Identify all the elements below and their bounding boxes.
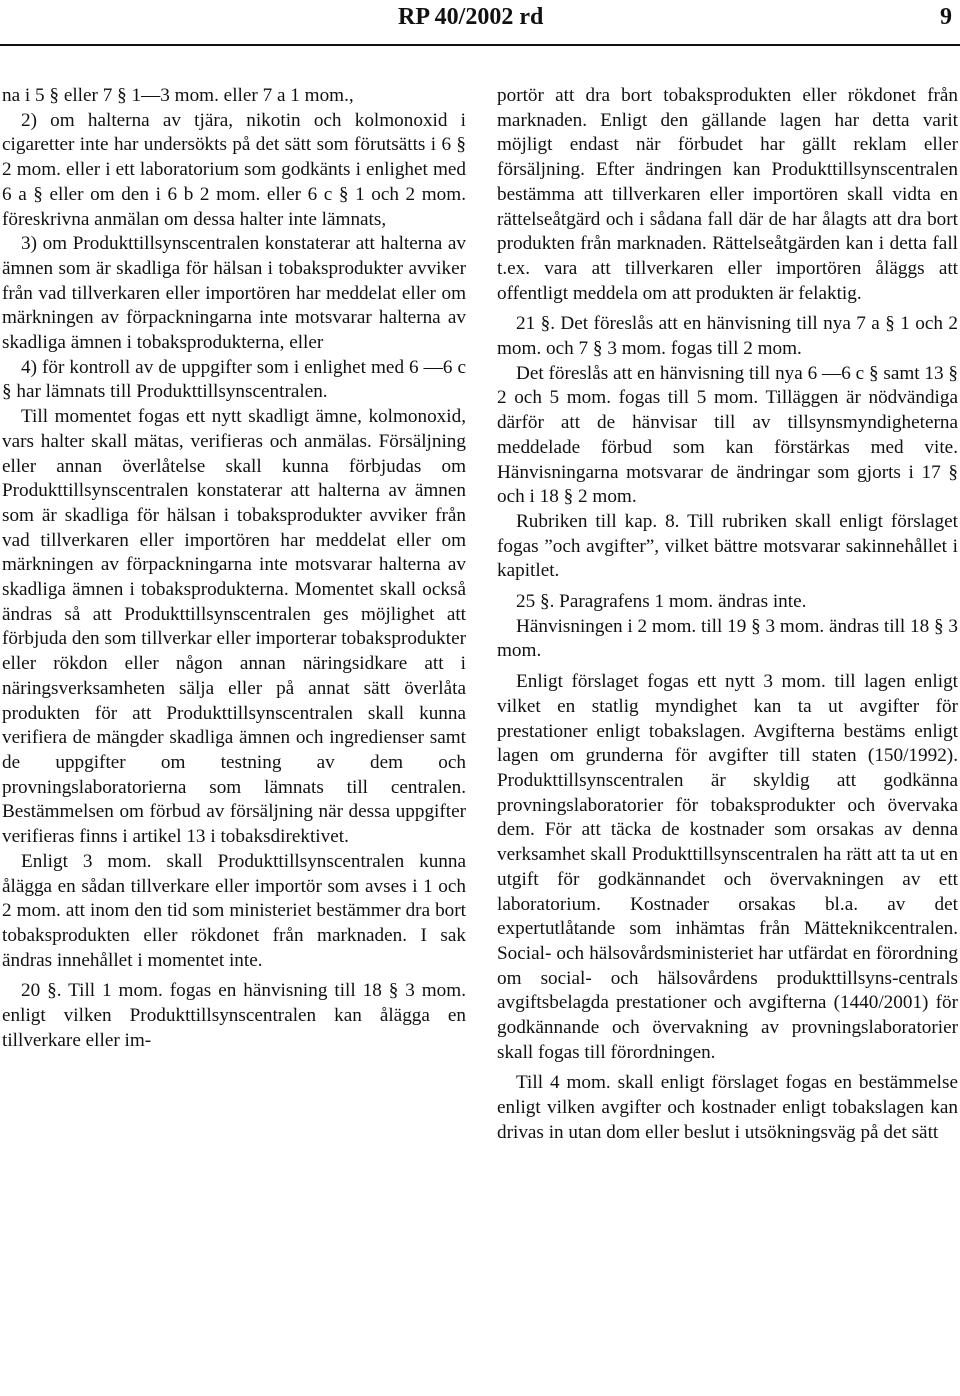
paragraph: 25 §. Paragrafens 1 mom. ändras inte. — [516, 591, 807, 613]
paragraph: Till momentet fogas ett nytt skadligt ämne, kolmonoxid, vars halter skall mätas, verifieras och anmälas. Försäljning eller annan överlåtelse skall kunna förbjudas om Produkttillsynscentralen konstaterar att halterna av ämnen som är skadliga för hälsan i tobaksprodukter avviker från vad tillverkaren eller importören har meddelat eller om märkningen av förpackningarna inte motsvarar halterna av skadliga ämnen i tobaksprodukterna. Momentet skall också ändras så att Produkttillsynscentralen ges möjlighet att förbjuda den som tillverkar eller importerar tobaksprodukter eller rökdon eller någon annan näringsidkare att i näringsverksamheten sälja eller på annat sätt överlåta produkten för att Produkttillsynscentralen skall kunna verifiera de mängder skadliga ämnen och ingredienser samt de uppgifter om testning av dem och provningslaboratorierna som lämnats till centralen. Bestämmelsen om förbud av försäljning när dessa uppgifter verifieras finns i artikel 13 i tobaksdirektivet. — [2, 406, 466, 848]
left-column — [2, 84, 466, 1053]
paragraph: 20 §. Till 1 mom. fogas en hänvisning till 18 § 3 mom. enligt vilken Produkttillsynscentralen kan ålägga en tillverkare eller im- — [2, 980, 466, 1051]
paragraph: 4) för kontroll av de uppgifter som i enlighet med 6 —6 c § har lämnats till Produkttillsynscentralen. — [2, 356, 466, 403]
paragraph: 3) om Produkttillsynscentralen konstaterar att halterna av ämnen som är skadliga för hälsan i tobaksprodukter avviker från vad tillverkaren eller importören har meddelat eller om märkningen av förpackningarna inte motsvarar halterna av skadliga ämnen i tobaksprodukterna, eller — [2, 233, 466, 354]
paragraph: Det föreslås att en hänvisning till nya 6 —6 c § samt 13 § 2 och 5 mom. fogas till 5 mom. Tilläggen är nödvändiga därför att de hänvisar till av tillsynsmyndigheterna meddelade förbud som kan förstärkas med vite. Hänvisningarna motsvarar de ändringar som gjorts i 17 § och i 18 § 2 mom. — [497, 362, 958, 508]
document-id: RP 40/2002 rd — [398, 4, 544, 30]
paragraph: Till 4 mom. skall enligt förslaget fogas en bestämmelse enligt vilken avgifter och kostnader enligt tobakslagen kan drivas in utan dom eller beslut i utsökningsväg på det sätt — [497, 1072, 958, 1143]
paragraph: 21 §. Det föreslås att en hänvisning till nya 7 a § 1 och 2 mom. och 7 § 3 mom. fogas till 2 mom. — [497, 313, 958, 360]
paragraph: Enligt 3 mom. skall Produkttillsynscentralen kunna ålägga en sådan tillverkare eller importör som avses i 1 och 2 mom. att inom den tid som ministeriet bestämmer dra bort tobaksprodukten eller rökdonet från marknaden. I sak ändras innehållet i momentet inte. — [2, 850, 466, 971]
header-rule — [0, 44, 960, 46]
paragraph: Rubriken till kap. 8. Till rubriken skall enligt förslaget fogas ”och avgifter”, vilket bättre motsvarar sakinnehållet i kapitlet. — [497, 510, 958, 582]
paragraph: Enligt förslaget fogas ett nytt 3 mom. till lagen enligt vilket en statlig myndighet kan ta ut avgifter för prestationer enligt tobakslagen. Avgifterna bestäms enligt lagen om grunderna för avgifter till staten (150/1992). Produkttillsynscentralen är skyldig att godkänna provningslaboratorier för tobaksprodukter och övervaka dem. För att täcka de kostnader som orsakas av denna verksamhet skall Produkttillsynscentralen ha rätt att ta ut en utgift för godkännandet och övervakningen av ett laboratorium. Kostnader orsakas bl.a. av det expertutlåtande som inhämtas från Mätteknikcentralen. Social- och hälsovårdsministeriet har utfärdat en förordning om social- och hälsovårdens produkttillsyns-centrals avgiftsbelagda prestationer och avgifterna (1440/2001) för godkännande och övervakning av provningslaboratorier skall fogas till förordningen. — [497, 671, 958, 1063]
right-column — [497, 84, 958, 1146]
paragraph: Hänvisningen i 2 mom. till 19 § 3 mom. ändras till 18 § 3 mom. — [497, 615, 958, 662]
page-header — [0, 2, 960, 38]
paragraph: na i 5 § eller 7 § 1—3 mom. eller 7 a 1 mom., — [2, 85, 354, 106]
paragraph: 2) om halterna av tjära, nikotin och kolmonoxid i cigaretter inte har undersökts på det sätt som förutsätts i 6 § 2 mom. eller i ett laboratorium som godkänts i enlighet med 6 a § eller om den i 6 b 2 mom. eller 6 c § 1 och 2 mom. föreskrivna anmälan om dessa halter inte lämnats, — [2, 109, 466, 230]
paragraph: portör att dra bort tobaksprodukten eller rökdonet från marknaden. Enligt den gällande lagen har detta varit möjligt endast när förbudet har gällt reklam eller försäljning. Efter ändringen kan Produkttillsynscentralen bestämma att tillverkaren eller importören skall vidta en rättelseåtgärd och i sådana fall där de har ålagts att dra bort produkten från marknaden. Rättelseåtgärden kan i detta fall t.ex. vara att tillverkaren eller importören åläggs att offentligt meddela om att produkten är felaktig. — [497, 85, 958, 304]
page-number: 9 — [940, 4, 952, 30]
